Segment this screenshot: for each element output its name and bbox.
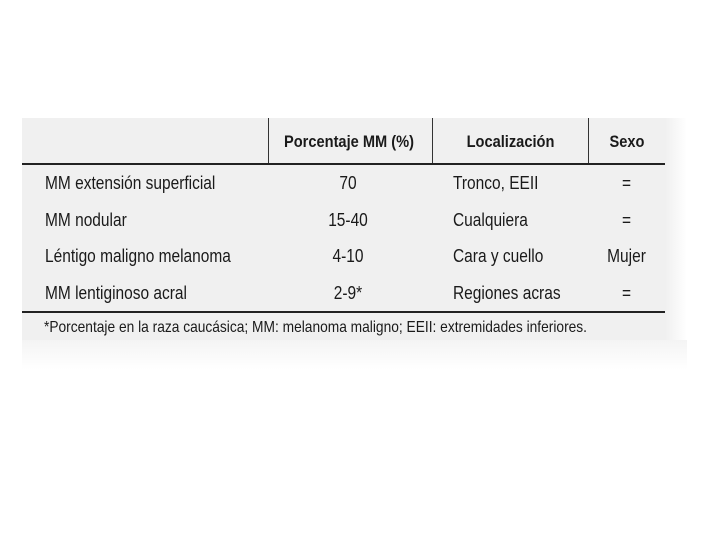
table-header [22, 118, 665, 165]
cell-percentage: 2-9* [333, 283, 363, 303]
table-row [22, 165, 665, 202]
header-sex: Sexo [609, 132, 645, 151]
cell-sex: Mujer [607, 246, 646, 266]
cell-type: Léntigo maligno melanoma [45, 246, 231, 266]
header-divider [432, 118, 433, 163]
table-row [22, 238, 665, 275]
header-type [39, 118, 251, 163]
cell-type: MM lentiginoso acral [45, 283, 187, 303]
header-percentage: Porcentaje MM (%) [284, 132, 414, 151]
melanoma-table [22, 118, 665, 340]
cell-location: Cara y cuello [453, 246, 544, 266]
edge-fade [22, 340, 687, 370]
header-location: Localización [466, 132, 555, 151]
cell-location: Cualquiera [453, 210, 528, 230]
cell-location: Tronco, EEII [453, 173, 539, 193]
cell-type: MM extensión superficial [45, 173, 216, 193]
cell-percentage: 70 [339, 173, 357, 193]
header-divider [588, 118, 589, 163]
table-row [22, 202, 665, 239]
header-divider [268, 118, 269, 163]
cell-location: Regiones acras [453, 283, 561, 303]
edge-fade [665, 118, 687, 340]
cell-sex: = [621, 210, 632, 230]
table-row [22, 275, 665, 312]
cell-percentage: 15-40 [328, 210, 368, 230]
cell-percentage: 4-10 [332, 246, 364, 266]
table-bottom-rule [22, 311, 665, 313]
cell-type: MM nodular [45, 210, 127, 230]
cell-sex: = [621, 173, 632, 193]
table-footnote: *Porcentaje en la raza caucásica; MM: melanoma maligno; EEII: extremidades inferiores. [44, 319, 588, 336]
cell-sex: = [621, 283, 632, 303]
